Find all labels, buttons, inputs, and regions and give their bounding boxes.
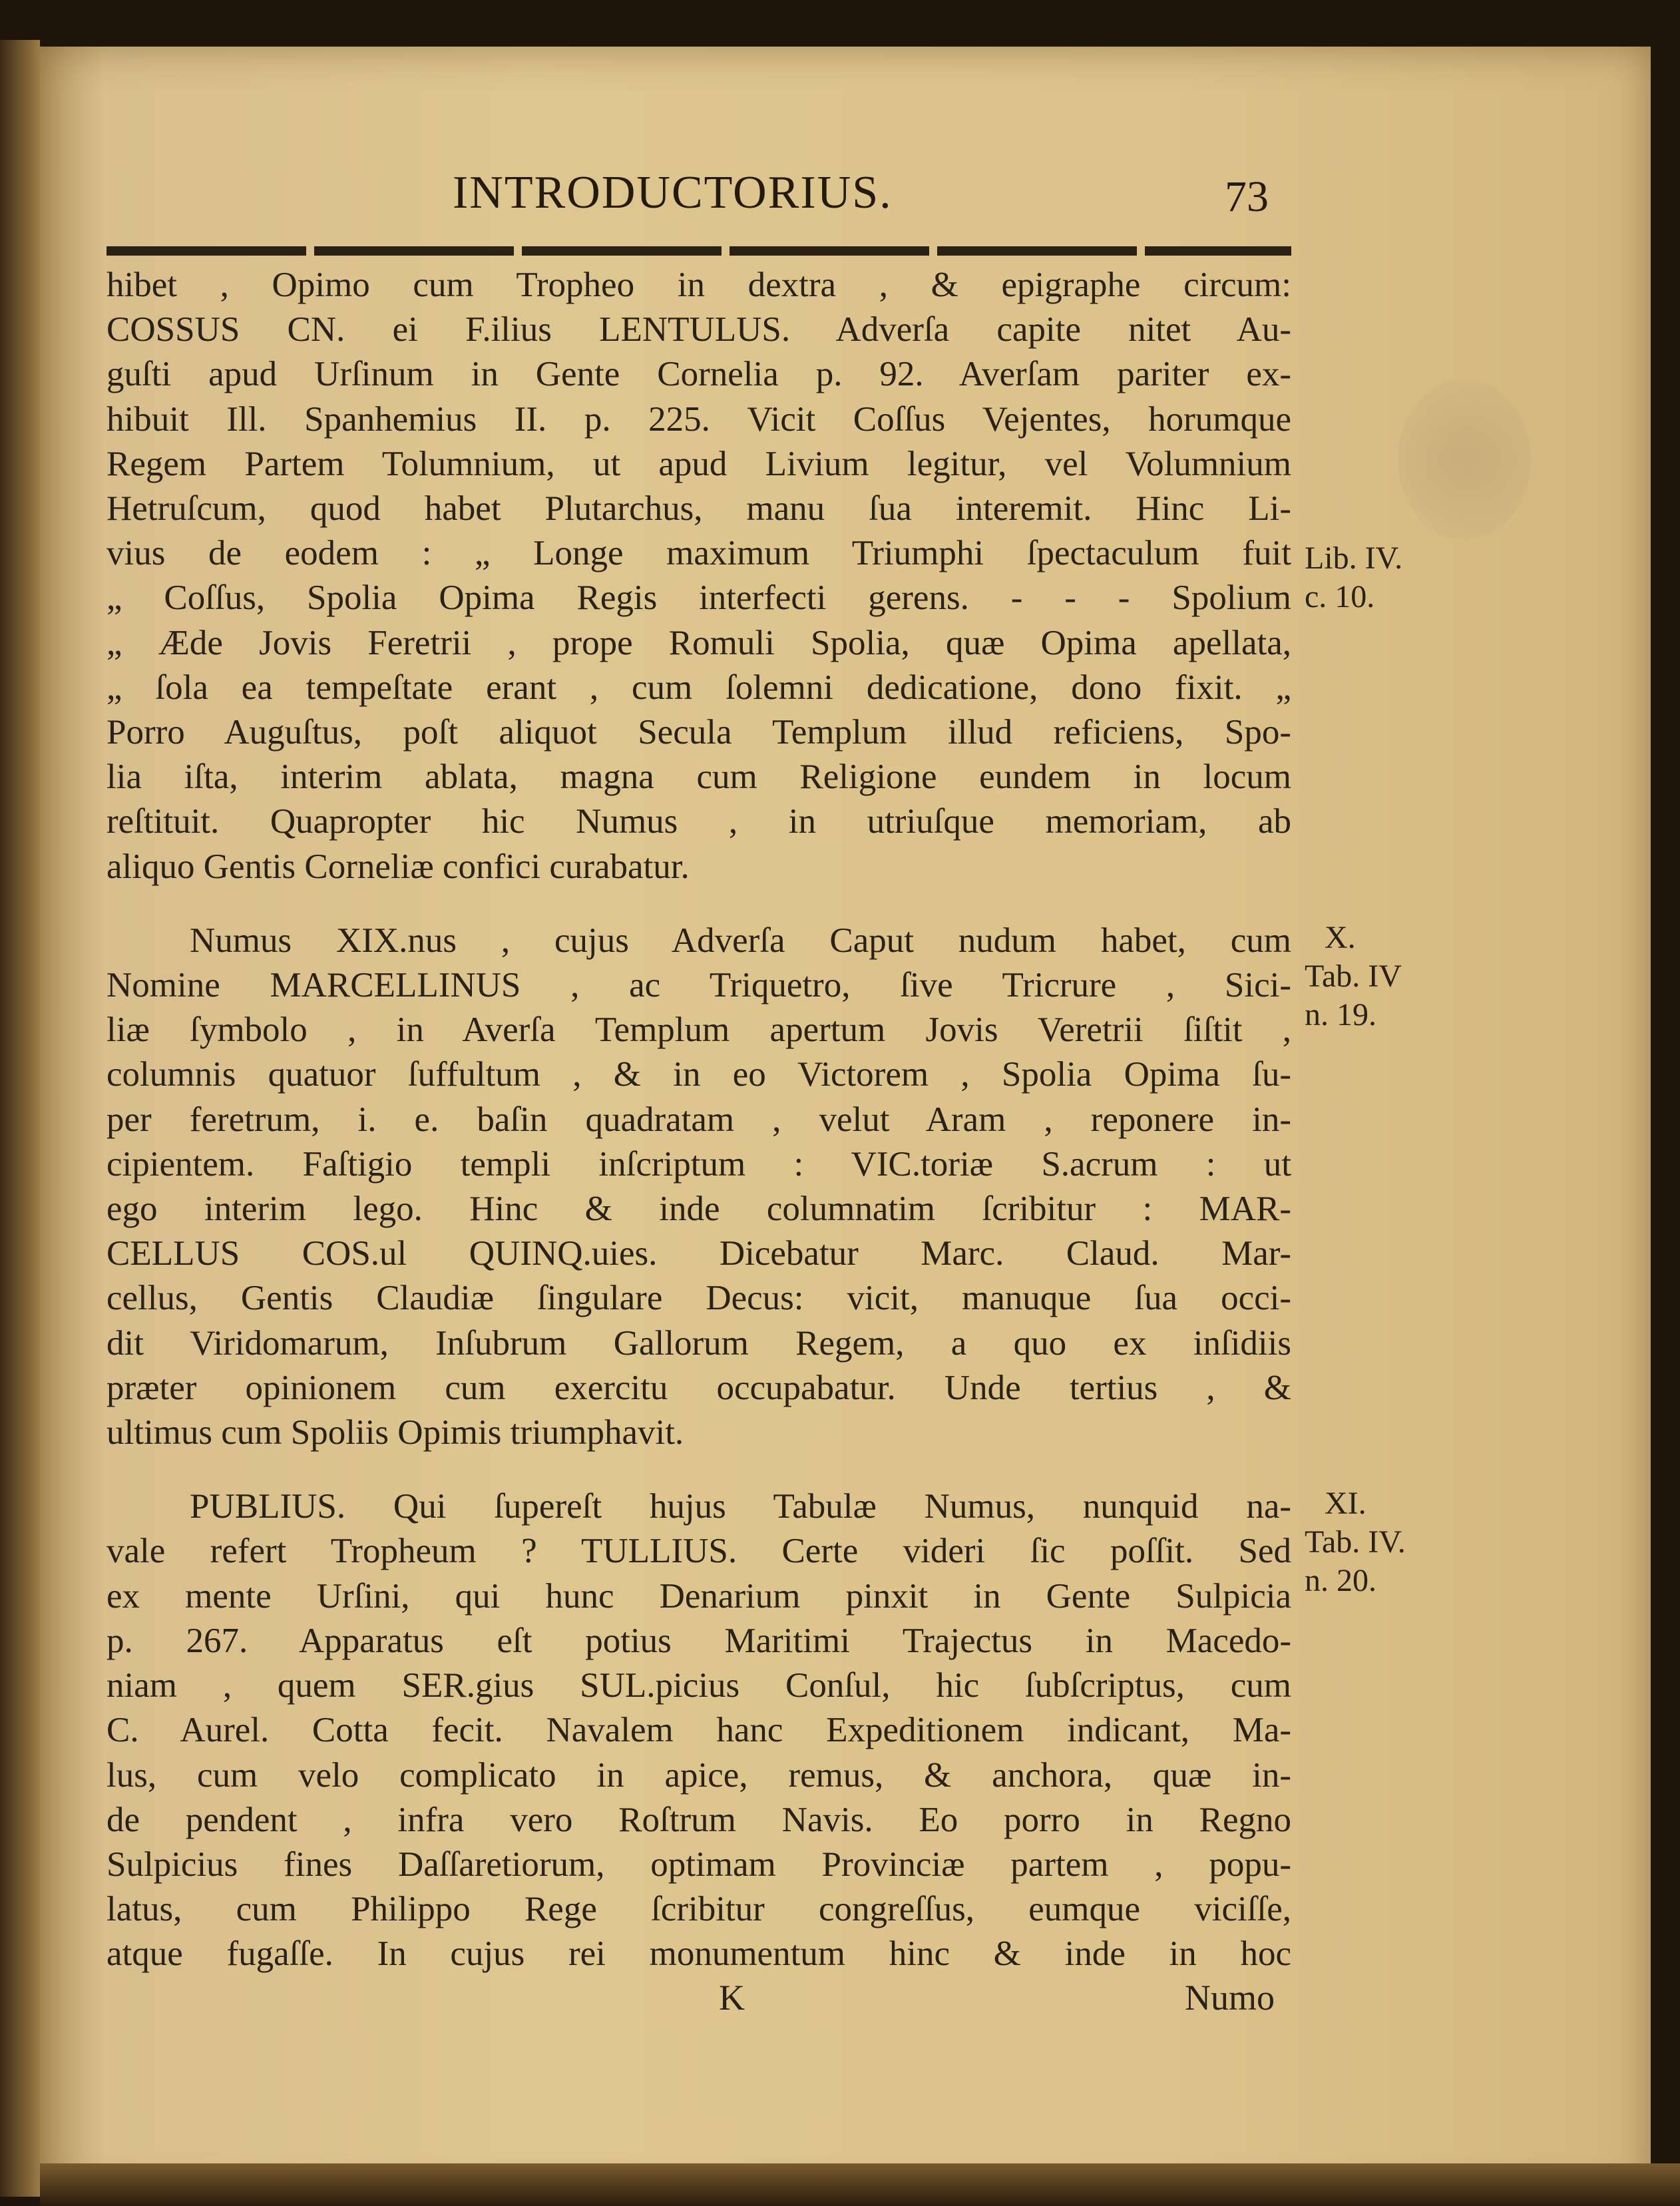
text-line: „ Coſſus, Spolia Opima Regis interfecti gerens. - - - Spolium xyxy=(106,578,1291,618)
running-title: INTRODUCTORIUS. xyxy=(453,167,893,218)
paragraph-3 xyxy=(106,1484,1291,1976)
text-line: cellus, Gentis Claudiæ ſingulare Decus: vicit, manuque ſua occi- xyxy=(106,1279,1291,1318)
text-line: de pendent , infra vero Roſtrum Navis. Eo porro in Regno xyxy=(106,1800,1291,1839)
text-line: aliquo Gentis Corneliæ confici curabatur. xyxy=(106,847,690,886)
signature-mark: K xyxy=(719,1978,745,2018)
text-line: „ ſola ea tempeſtate erant , cum ſolemni dedicatione, dono fixit. „ xyxy=(106,668,1291,707)
margin-note-x xyxy=(1305,919,1402,1034)
text-line: atque fugaſſe. In cujus rei monumentum hinc & inde in hoc xyxy=(106,1934,1291,1974)
text-line: latus, cum Philippo Rege ſcribitur congreſſus, eumque viciſſe, xyxy=(106,1890,1291,1929)
paragraph-1 xyxy=(106,263,1291,889)
header-rule xyxy=(106,246,1291,256)
text-line: niam , quem SER.gius SUL.picius Conſul, hic ſubſcriptus, cum xyxy=(106,1666,1291,1705)
main-text xyxy=(106,263,1291,1977)
margin-note-line: X. xyxy=(1325,920,1356,955)
book-gutter xyxy=(0,40,40,2197)
paragraph-2 xyxy=(106,919,1291,1455)
margin-note-line: XI. xyxy=(1325,1486,1366,1521)
text-line: Sulpicius fines Daſſaretiorum, optimam Provinciæ partem , popu- xyxy=(106,1845,1291,1884)
margin-note-lib xyxy=(1305,539,1402,616)
margin-note-line: c. 10. xyxy=(1305,579,1375,614)
text-line: ex mente Urſini, qui hunc Denarium pinxit in Gente Sulpicia xyxy=(106,1576,1291,1616)
text-line: C. Aurel. Cotta fecit. Navalem hanc Expeditionem indicant, Ma- xyxy=(106,1711,1291,1750)
text-line: COSSUS CN. ei F.ilius LENTULUS. Adverſa capite nitet Au- xyxy=(106,310,1291,349)
text-line: liæ ſymbolo , in Averſa Templum apertum Jovis Veretrii ſiſtit , xyxy=(106,1010,1291,1050)
text-line: dit Viridomarum, Inſubrum Gallorum Regem, a quo ex inſidiis xyxy=(106,1323,1291,1363)
text-line: ultimus cum Spoliis Opimis triumphavit. xyxy=(106,1413,684,1452)
text-line: Numus XIX.nus , cujus Adverſa Caput nudum habet, cum xyxy=(190,921,1291,960)
text-line: Hetruſcum, quod habet Plutarchus, manu ſua interemit. Hinc Li- xyxy=(106,489,1291,529)
text-line: præter opinionem cum exercitu occupabatur. Unde tertius , & xyxy=(106,1368,1291,1407)
margin-note-line: n. 19. xyxy=(1305,997,1376,1032)
text-line: „ Æde Jovis Feretrii , prope Romuli Spolia, quæ Opima apellata, xyxy=(106,623,1291,662)
text-line: per feretrum, i. e. baſin quadratam , velut Aram , reponere in- xyxy=(106,1100,1291,1139)
margin-note-line: n. 20. xyxy=(1305,1563,1376,1598)
text-line: ego interim lego. Hinc & inde columnatim ſcribitur : MAR- xyxy=(106,1190,1291,1229)
text-line: CELLUS COS.ul QUINQ.uies. Dicebatur Marc. Claud. Mar- xyxy=(106,1234,1291,1273)
text-line: hibet , Opimo cum Tropheo in dextra , & epigraphe circum: xyxy=(106,266,1291,304)
text-line: lia iſta, interim ablata, magna cum Religione eundem in locum xyxy=(106,758,1291,797)
page-number: 73 xyxy=(1225,172,1269,221)
text-line: vale refert Tropheum ? TULLIUS. Certe videri ſic poſſit. Sed xyxy=(106,1532,1291,1571)
text-line: p. 267. Apparatus eſt potius Maritimi Trajectus in Macedo- xyxy=(106,1621,1291,1660)
text-line: vius de eodem : „ Longe maximum Triumphi ſpectaculum fuit xyxy=(106,534,1291,573)
text-line: PUBLIUS. Qui ſupereſt hujus Tabulæ Numus, nunquid na- xyxy=(190,1487,1291,1526)
margin-note-line: Lib. IV. xyxy=(1305,541,1403,576)
text-line: reſtituit. Quapropter hic Numus , in utriuſque memoriam, ab xyxy=(106,802,1291,841)
text-line: Regem Partem Tolumnium, ut apud Livium legitur, vel Volumnium xyxy=(106,444,1291,483)
page-header xyxy=(106,166,1291,230)
text-line: Porro Auguſtus, poſt aliquot Secula Templum illud reficiens, Spo- xyxy=(106,713,1291,752)
margin-note-line: Tab. IV. xyxy=(1305,1524,1406,1560)
page-bottom-edge xyxy=(40,2163,1680,2206)
text-line: Nomine MARCELLINUS , ac Triquetro, ſive Tricrure , Sici- xyxy=(106,966,1291,1005)
margin-note-xi xyxy=(1305,1484,1406,1600)
paper-stain xyxy=(1398,379,1531,539)
text-line: cipientem. Faſtigio templi inſcriptum : VIC.toriæ S.acrum : ut xyxy=(106,1144,1291,1184)
text-line: columnis quatuor ſuffultum , & in eo Victorem , Spolia Opima ſu- xyxy=(106,1055,1291,1094)
text-line: guſti apud Urſinum in Gente Cornelia p. 92. Averſam pariter ex- xyxy=(106,355,1291,394)
catchword: Numo xyxy=(1185,1978,1275,2018)
text-line: hibuit Ill. Spanhemius II. p. 225. Vicit Coſſus Vejentes, horumque xyxy=(106,399,1291,439)
text-line: lus, cum velo complicato in apice, remus, & anchora, quæ in- xyxy=(106,1755,1291,1795)
margin-note-line: Tab. IV xyxy=(1305,959,1402,994)
